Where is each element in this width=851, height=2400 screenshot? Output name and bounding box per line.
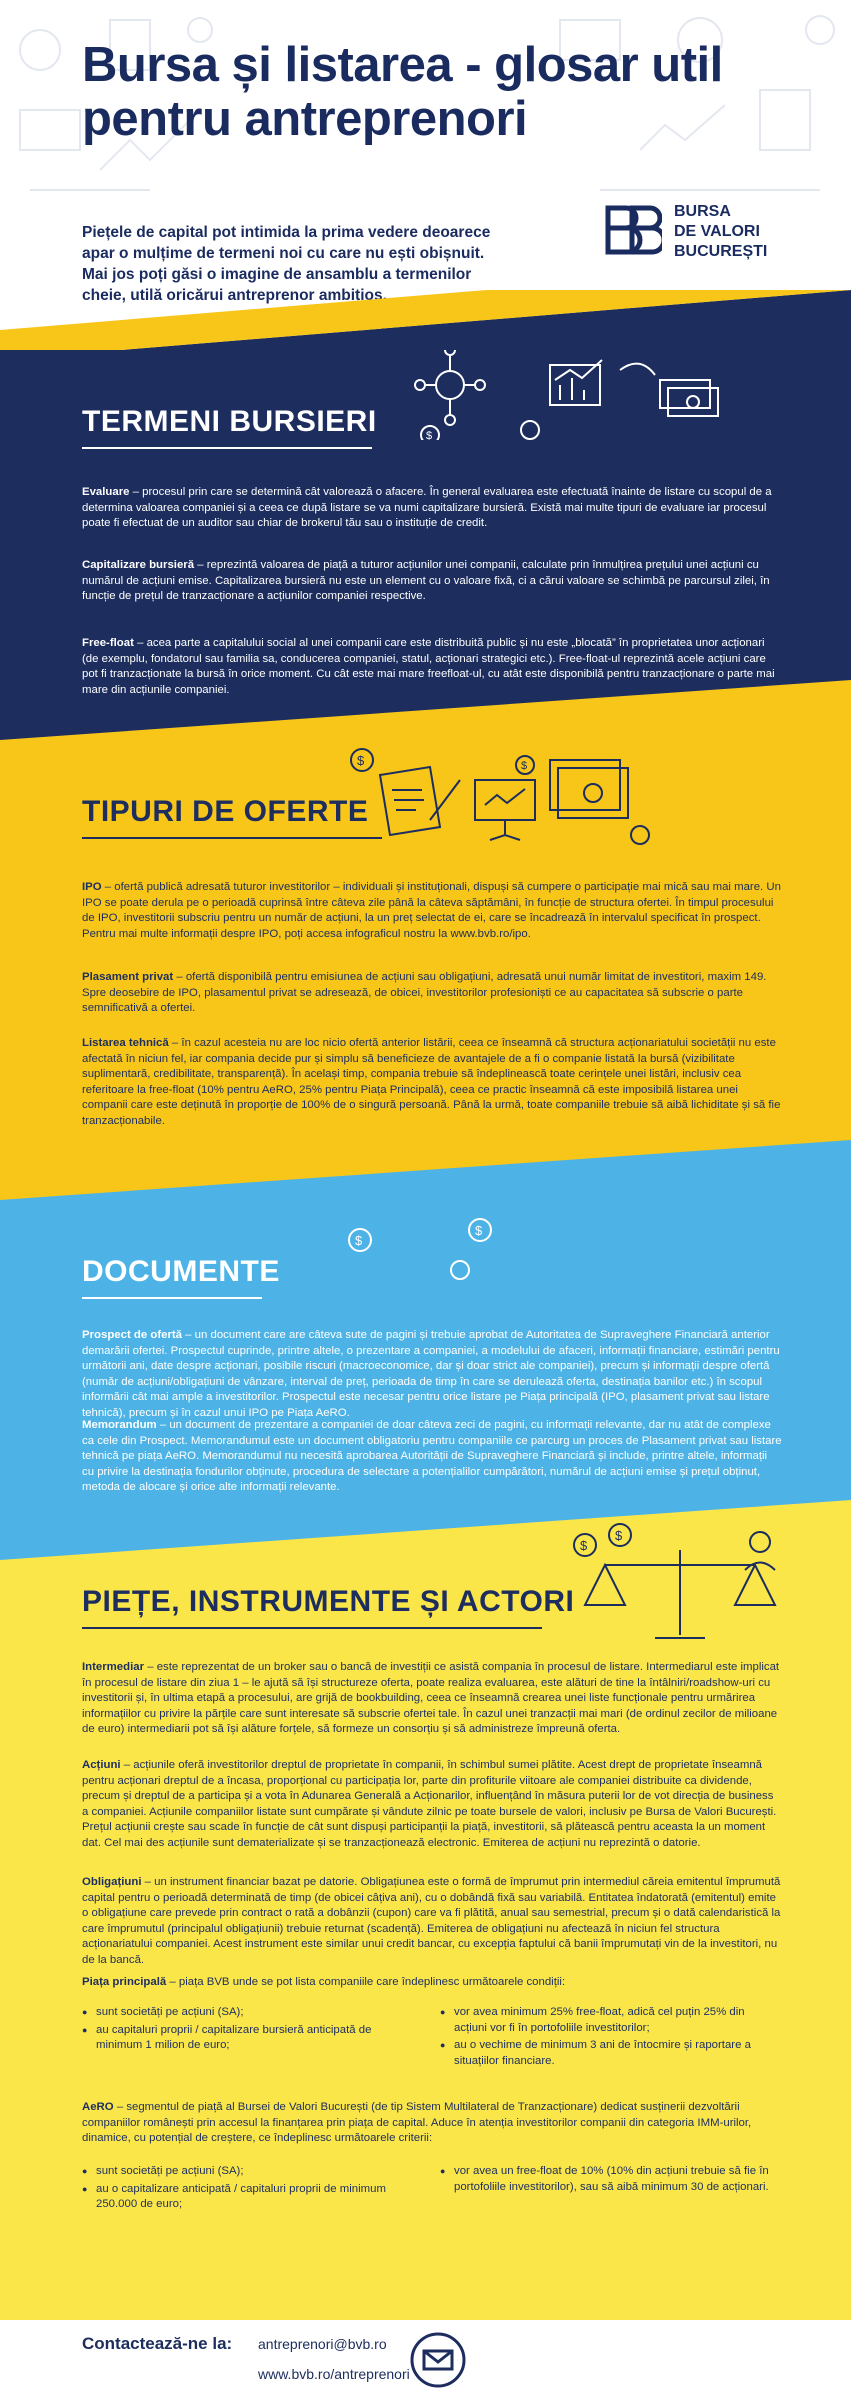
svg-text:$: $ bbox=[355, 1233, 363, 1248]
term-label: Memorandum bbox=[82, 1419, 157, 1431]
section-title: TIPURI DE OFERTE bbox=[82, 795, 369, 828]
term-text: – procesul prin care se determină cât valorează o afacere. În general evaluarea este efectuată înainte de listare cu scopul de a determina valoarea companiei și a ceea ce după listare se va numi capitalizare bursieră. Există mai multe tipuri de evaluare iar procesul poate fi efectuat de un auditor sau chiar de brokerul tău sau o instituție de credit. bbox=[82, 486, 772, 529]
offer-plasament-privat bbox=[82, 970, 782, 1017]
section-documente bbox=[0, 1200, 851, 1500]
offer-listare-tehnica bbox=[82, 1036, 782, 1129]
term-text: – este reprezentat de un broker sau o bancă de investiții ce asistă compania în procesul de listare. Intermediarul este implicat în procesul de listare din ziua 1 – le ajută să își structureze oferta, poate realiza evaluarea, este alături de tine la întâlniri/roadshow-uri cu investitorii și, în ultima etapă a procesului, are grijă de bookbuilding, ceea ce înseamnă crearea unei liste funcționale pentru urmărirea informațiilor cu privire la părțile care sunt interesate să subscrie ofertei tale. În cazul unei tranzacții mai mari (de ordinul zecilor de milioane de euro) intermediarii pot să își alăture forțele, să formeze un consorțiu și să administreze împreună oferta. bbox=[82, 1661, 780, 1735]
page-title: Bursa și listarea - glosar util pentru antreprenori bbox=[82, 38, 723, 146]
principala-criteria-right bbox=[440, 2005, 780, 2071]
term-label: Piața principală bbox=[82, 1976, 167, 1988]
term-text: – ofertă disponibilă pentru emisiunea de acțiuni sau obligațiuni, adresată unui număr limitat de investitori, maxim 149. Spre deosebire de IPO, plasamentul privat se adresează, de obicei, investitorilor profesioniști ce au capacitatea să subscrie o parte semnificativă a ofertei. bbox=[82, 971, 767, 1014]
svg-text:$: $ bbox=[580, 1538, 588, 1553]
criteria-item: ● sunt societăți pe acțiuni (SA); bbox=[82, 2005, 412, 2021]
section-tipuri-oferte bbox=[0, 740, 851, 1200]
term-label: Free-float bbox=[82, 637, 134, 649]
doc-memorandum bbox=[82, 1418, 782, 1496]
term-label: IPO bbox=[82, 881, 102, 893]
term-label: Intermediar bbox=[82, 1661, 145, 1673]
scale-icon bbox=[560, 1520, 800, 1650]
footer bbox=[0, 2320, 851, 2400]
instrument-actiuni bbox=[82, 1758, 782, 1851]
term-label: Capitalizare bursieră bbox=[82, 559, 195, 571]
term-label: Obligațiuni bbox=[82, 1876, 142, 1888]
aero-criteria-right bbox=[440, 2164, 780, 2197]
contact-email-link[interactable]: antreprenori@bvb.ro bbox=[258, 2336, 387, 2352]
actor-intermediar bbox=[82, 1660, 782, 1738]
term-text: – acea parte a capitalului social al unei companii care este distribuită public și nu este „blocată” în proprietatea unor acționari (de exemplu, fondatorul sau familia sa, conducerea companiei, statul, acționari strategici etc.). Free-float-ul reprezintă acele acțiuni care pot fi tranzacționate la bursă în orice moment. Cu cât este mai mare freefloat-ul, cu atât este disponibilă pentru tranzacționare o parte mai mare din acțiunile companiei. bbox=[82, 637, 775, 696]
term-evaluare bbox=[82, 485, 782, 532]
term-text: – un document care are câteva sute de pagini și trebuie aprobat de Autoritatea de Supraveghere Financiară anterior demarării ofertei. Prospectul cuprinde, printre altele, o prezentare a companiei, a modelului de afaceri, informații financiare, estimări pentru următorii ani, date despre acționari, posibile riscuri (macroeconomice, dar și doar strict ale companiei), precum și informații despre ofertă (număr de acțiuni/obligațiuni de vânzare, interval de preț, perioada de timp în care se derulează oferta, destinația banilor etc.) în scopul informării cât mai ample a investitorilor. Prospectul este necesar pentru orice listare pe Piața principală (IPO, plasament privat sau listare tehnică), precum și în cazul unui IPO pe Piața AeRO. bbox=[82, 1329, 780, 1419]
term-text: – reprezintă valoarea de piață a tuturor acțiunilor unei companii, calculate prin înmulțirea prețului unei acțiuni cu numărul de acțiuni emise. Capitalizarea bursieră nu este un element cu o valoare fixă, ci a cărui valoare se schimbă pe parcursul zilei, în funcție de prețul de tranzacționare a acțiunilor companiei respective. bbox=[82, 559, 770, 602]
piata-aero bbox=[82, 2100, 782, 2147]
term-label: Listarea tehnică bbox=[82, 1037, 169, 1049]
criteria-item: ● sunt societăți pe acțiuni (SA); bbox=[82, 2164, 412, 2180]
envelope-icon bbox=[410, 2332, 466, 2388]
criteria-item: ● au o capitalizare anticipată / capitaluri proprii de minimum 250.000 de euro; bbox=[82, 2182, 412, 2213]
coin-icon bbox=[330, 1200, 510, 1300]
criteria-item: ● vor avea minimum 25% free-float, adică cel puțin 25% din acțiuni vor fi în portofoliile investitorilor; bbox=[440, 2005, 780, 2036]
section-rule bbox=[82, 447, 372, 449]
section-title: PIEȚE, INSTRUMENTE ȘI ACTORI bbox=[82, 1585, 575, 1618]
svg-text:$: $ bbox=[357, 753, 365, 768]
criteria-item: ● au capitaluri proprii / capitalizare bursieră anticipată de minimum 1 milion de euro; bbox=[82, 2023, 412, 2054]
term-text: – un instrument financiar bazat pe datorie. Obligațiunea este o formă de împrumut prin intermediul căreia emitentul împrumută capital pentru o perioadă determinată de timp (de obicei câțiva ani), cu o dobândă fixă sau variabilă. Entitatea îndatorată (emitentul) emite o obligațiune care prevede prin contract o rată a dobânzii (cupon) care va fi plătită, anual sau semestrial, precum și o dată calendaristică la care împrumutul (principalul obligațiunii) trebuie returnat (scadență). Emiterea de obligațiuni nu afectează în niciun fel structura acționariatului companiei. Acest instrument este similar unui credit bancar, cu excepția faptului că banii împrumutați vin de la investitori, nu de la bancă. bbox=[82, 1876, 781, 1966]
section-title: DOCUMENTE bbox=[82, 1255, 280, 1288]
svg-text:$: $ bbox=[615, 1528, 623, 1543]
section-divider bbox=[0, 680, 851, 740]
criteria-item: ● vor avea un free-float de 10% (10% din acțiuni trebuie să fie în portofoliile investitorilor), sau să aibă minimum 30 de acționari. bbox=[440, 2164, 780, 2195]
piata-principala bbox=[82, 1975, 782, 1991]
term-text: – segmentul de piață al Bursei de Valori București (de tip Sistem Multilateral de Tranzacționare) dedicat susținerii dezvoltării companiilor românești prin accesul la finanțarea prin piața de capital. Aduce în atenția investitorilor companii din categoria IMM-urilor, dinamice, cu potențial de creștere, ce îndeplinesc următoarele criterii: bbox=[82, 2101, 752, 2144]
term-label: AeRO bbox=[82, 2101, 114, 2113]
aero-criteria-left bbox=[82, 2164, 412, 2215]
section-piete bbox=[0, 1500, 851, 2320]
network-icon bbox=[410, 350, 740, 440]
document-pen-icon bbox=[340, 740, 670, 850]
term-label: Acțiuni bbox=[82, 1759, 121, 1771]
section-rule bbox=[82, 1627, 542, 1629]
hero bbox=[0, 0, 851, 350]
term-capitalizare bbox=[82, 558, 782, 605]
logo-icon bbox=[602, 202, 662, 262]
section-rule bbox=[82, 1297, 262, 1299]
svg-text:$: $ bbox=[475, 1223, 483, 1238]
contact-website-link[interactable]: www.bvb.ro/antreprenori bbox=[258, 2366, 410, 2382]
bvb-logo bbox=[602, 198, 802, 268]
offer-ipo bbox=[82, 880, 782, 942]
contact-label: Contactează-ne la: bbox=[82, 2334, 233, 2353]
term-label: Prospect de ofertă bbox=[82, 1329, 183, 1341]
hero-diagonal bbox=[0, 290, 851, 350]
term-text: – acțiunile oferă investitorilor dreptul de proprietate în companii, în schimbul sumei plătite. Acest drept de proprietate înseamnă pentru acționari dreptul de a încasa, proporțional cu participația lor, parte din profiturile viitoare ale companiei distribuite ca dividende, precum și dreptul de a participa și a vota în Adunarea Generală a Acționarilor, influențând în măsura puterii lor de vot direcția de business a companiei. Acțiunile companiilor listate sunt cumpărate și vândute zilnic pe toate bursele de valori, inclusiv pe Bursa de Valori București. Prețul acțiunii crește sau scade în funcție de cât sunt dispuși participanții la piață, investitorii, să plătească pentru aceasta la un moment dat. Cel mai des acțiunile sunt dematerializate și se tranzacționează electronic. Emiterea de acțiuni nu reprezintă o datorie. bbox=[82, 1759, 777, 1849]
term-label: Plasament privat bbox=[82, 971, 174, 983]
criteria-item: ● au o vechime de minimum 3 ani de întocmire și raportare a situațiilor financiare. bbox=[440, 2038, 780, 2069]
section-divider bbox=[0, 1140, 851, 1200]
instrument-obligatiuni bbox=[82, 1875, 782, 1968]
svg-text:$: $ bbox=[521, 760, 528, 772]
section-title: TERMENI BURSIERI bbox=[82, 405, 377, 438]
term-text: – ofertă publică adresată tuturor investitorilor – individuali și instituționali, dispuși să cumpere o participație mai mică sau mai mare. Un IPO se poate derula pe o perioadă cuprinsă între câteva zile până la câteva săptămâni, în funcție de structura ofertei. În timpul procesului de IPO, investitorii subscriu pentru un număr de acțiuni, la un preț selectat de ei, care se încadrează în intervalul specificat în prospect. Pentru mai multe informații despre IPO, poți accesa infograficul nostru la www.bvb.ro/ipo. bbox=[82, 881, 781, 940]
section-termeni-bursieri bbox=[0, 350, 851, 740]
logo-text: BURSA DE VALORI BUCUREȘTI bbox=[674, 203, 768, 260]
term-text: – în cazul acesteia nu are loc nicio ofertă anterior listării, ceea ce înseamnă că structura acționariatului societății nu este afectată în niciun fel, iar compania decide pur și simplu să beneficieze de avantajele de a fi o companie listată la bursă (vizibilitate suplimentară, credibilitate, transparență). În același timp, compania trebuie să îndeplinească toate cerințele unei listări, inclusiv cea referitoare la free-float (10% pentru AeRO, 25% pentru Piața Principală), ceea ce practic înseamnă că este imposibilă listarea unei companii care este deținută în proporție de 100% de o singură persoană. Până la urmă, toate companiile trebuie să aibă lichiditate și să fie tranzacționabile. bbox=[82, 1037, 781, 1127]
intro-text: Piețele de capital pot intimida la prima vedere deoarece apar o mulțime de termeni noi cu care nu ești obișnuit. Mai jos poți găsi o imagine de ansamblu a termenilor cheie, utilă oricărui antreprenor ambițios. bbox=[82, 224, 491, 304]
svg-text:$: $ bbox=[426, 430, 433, 440]
term-text: – piața BVB unde se pot lista companiile care îndeplinesc următoarele condiții: bbox=[166, 1976, 566, 1988]
term-text: – un document de prezentare a companiei de doar câteva zeci de pagini, cu informații relevante, dar nu atât de complexe ca cele din Prospect. Memorandumul este un document obligatoriu pentru companiile ce parcurg un proces de Plasament privat sau listare tehnică pe piața AeRO. Memorandumul nu necesită aprobarea Autorității de Supraveghere Financiară și include, printre altele, informații cu privire la destinația fondurilor obținute, procedura de selectare a potențialilor cumpărători, numărul de acțiuni emise și prețul obținut, metoda de alocare și orice alte informații relevante. bbox=[82, 1419, 782, 1493]
principala-criteria-left bbox=[82, 2005, 412, 2056]
doc-prospect bbox=[82, 1328, 782, 1421]
section-rule bbox=[82, 837, 382, 839]
term-label: Evaluare bbox=[82, 486, 130, 498]
